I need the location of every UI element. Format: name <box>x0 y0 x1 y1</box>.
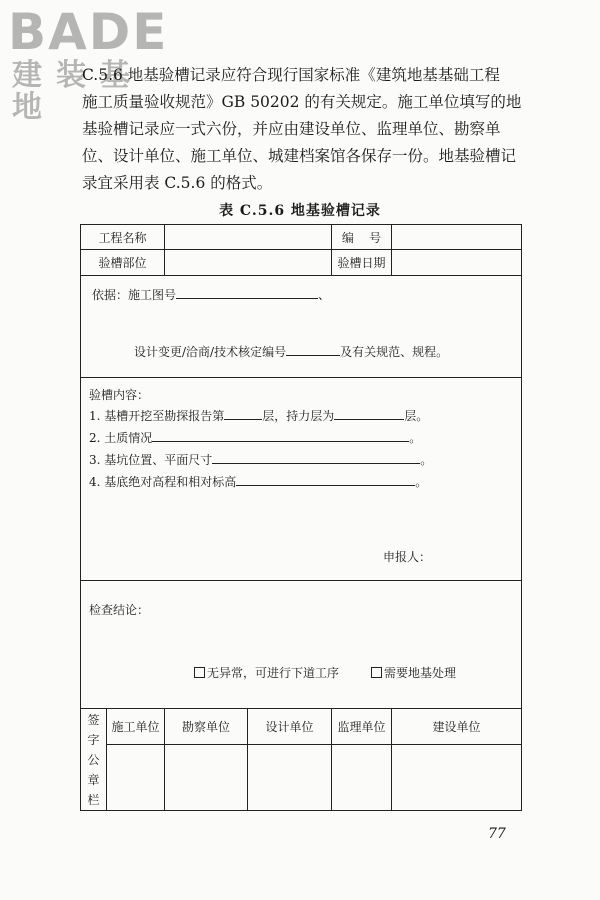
item-1 <box>89 407 428 424</box>
signature-box-construction[interactable] <box>107 745 165 811</box>
part-field[interactable] <box>165 250 332 276</box>
checkbox[interactable] <box>194 667 205 678</box>
item-1-text: 层，持力层为 <box>262 409 335 423</box>
design-change-line <box>134 343 448 360</box>
item-4-text: 4. 基底绝对高程和相对标高 <box>89 475 237 489</box>
reporter-label: 申报人： <box>383 550 432 564</box>
unit-survey: 勘察单位 <box>165 709 248 745</box>
unit-supervision: 监理单位 <box>332 709 392 745</box>
item-1-text: 1. 基槽开挖至勘探报告第 <box>89 409 225 423</box>
basis-section <box>81 276 522 378</box>
page-number: 77 <box>488 826 506 842</box>
sign-char: 章 <box>87 772 100 787</box>
signature-column-label <box>81 709 107 811</box>
checkbox[interactable] <box>371 667 382 678</box>
foundation-inspection-form <box>80 224 522 811</box>
part-label: 验槽部位 <box>81 250 165 276</box>
project-name-field[interactable] <box>165 225 332 250</box>
elevation-blank[interactable] <box>236 474 415 486</box>
signature-box-owner[interactable] <box>392 745 522 811</box>
watermark-brand: BADE <box>8 3 169 61</box>
item-3 <box>89 451 432 468</box>
option-normal[interactable] <box>194 664 339 681</box>
item-2 <box>89 429 421 446</box>
paragraph-line: 录宜采用表 C.5.6 的格式。 <box>82 174 273 192</box>
item-1-text: 层。 <box>404 409 429 423</box>
content-section <box>81 378 522 581</box>
item-4 <box>89 473 427 490</box>
soil-condition-blank[interactable] <box>152 430 409 442</box>
option-normal-label: 无异常，可进行下道工序 <box>207 666 340 680</box>
item-2-text: 2. 土质情况 <box>89 431 153 445</box>
intro-paragraph <box>82 62 522 197</box>
bearing-layer-blank[interactable] <box>334 408 404 420</box>
paragraph-line: C.5.6 地基验槽记录应符合现行国家标准《建筑地基基础工程 <box>82 66 500 84</box>
sign-char: 公 <box>87 752 100 767</box>
design-change-label: 设计变更/洽商/技术核定编号 <box>134 345 287 359</box>
unit-design: 设计单位 <box>248 709 332 745</box>
design-change-suffix: 及有关规范、规程。 <box>340 345 449 359</box>
date-label: 验槽日期 <box>332 250 392 276</box>
conclusion-section <box>81 581 522 709</box>
item-3-period: 。 <box>420 453 433 467</box>
basis-line <box>92 286 330 303</box>
signature-box-design[interactable] <box>248 745 332 811</box>
serial-label: 编 号 <box>332 225 392 250</box>
drawing-number-blank[interactable] <box>176 287 318 299</box>
unit-owner: 建设单位 <box>392 709 522 745</box>
unit-construction: 施工单位 <box>107 709 165 745</box>
pit-position-blank[interactable] <box>212 452 420 464</box>
sign-char: 栏 <box>87 792 100 807</box>
option-treatment[interactable] <box>371 664 456 681</box>
content-title: 验槽内容： <box>89 388 150 402</box>
paragraph-line: 基验槽记录应一式六份，并应由建设单位、监理单位、勘察单 <box>82 120 501 138</box>
design-change-blank[interactable] <box>286 344 340 356</box>
sign-char: 字 <box>87 732 100 747</box>
serial-field[interactable] <box>392 225 522 250</box>
item-3-text: 3. 基坑位置、平面尺寸 <box>89 453 213 467</box>
project-name-label: 工程名称 <box>81 225 165 250</box>
sign-char: 签 <box>87 712 100 727</box>
watermark-cn: 建装基地 <box>12 58 144 125</box>
item-4-period: 。 <box>415 475 428 489</box>
conclusion-label: 检查结论： <box>89 603 150 617</box>
paragraph-line: 位、设计单位、施工单位、城建档案馆各保存一份。地基验槽记 <box>82 147 517 165</box>
signature-box-survey[interactable] <box>165 745 248 811</box>
basis-suffix: 、 <box>318 288 331 302</box>
basis-label: 依据：施工图号 <box>92 288 177 302</box>
date-field[interactable] <box>392 250 522 276</box>
table-caption: 表 C.5.6 地基验槽记录 <box>219 203 381 219</box>
layer-number-blank[interactable] <box>224 408 262 420</box>
paragraph-line: 施工质量验收规范》GB 50202 的有关规定。施工单位填写的地 <box>82 93 522 111</box>
item-2-period: 。 <box>409 431 422 445</box>
signature-box-supervision[interactable] <box>332 745 392 811</box>
option-treatment-label: 需要地基处理 <box>384 666 457 680</box>
